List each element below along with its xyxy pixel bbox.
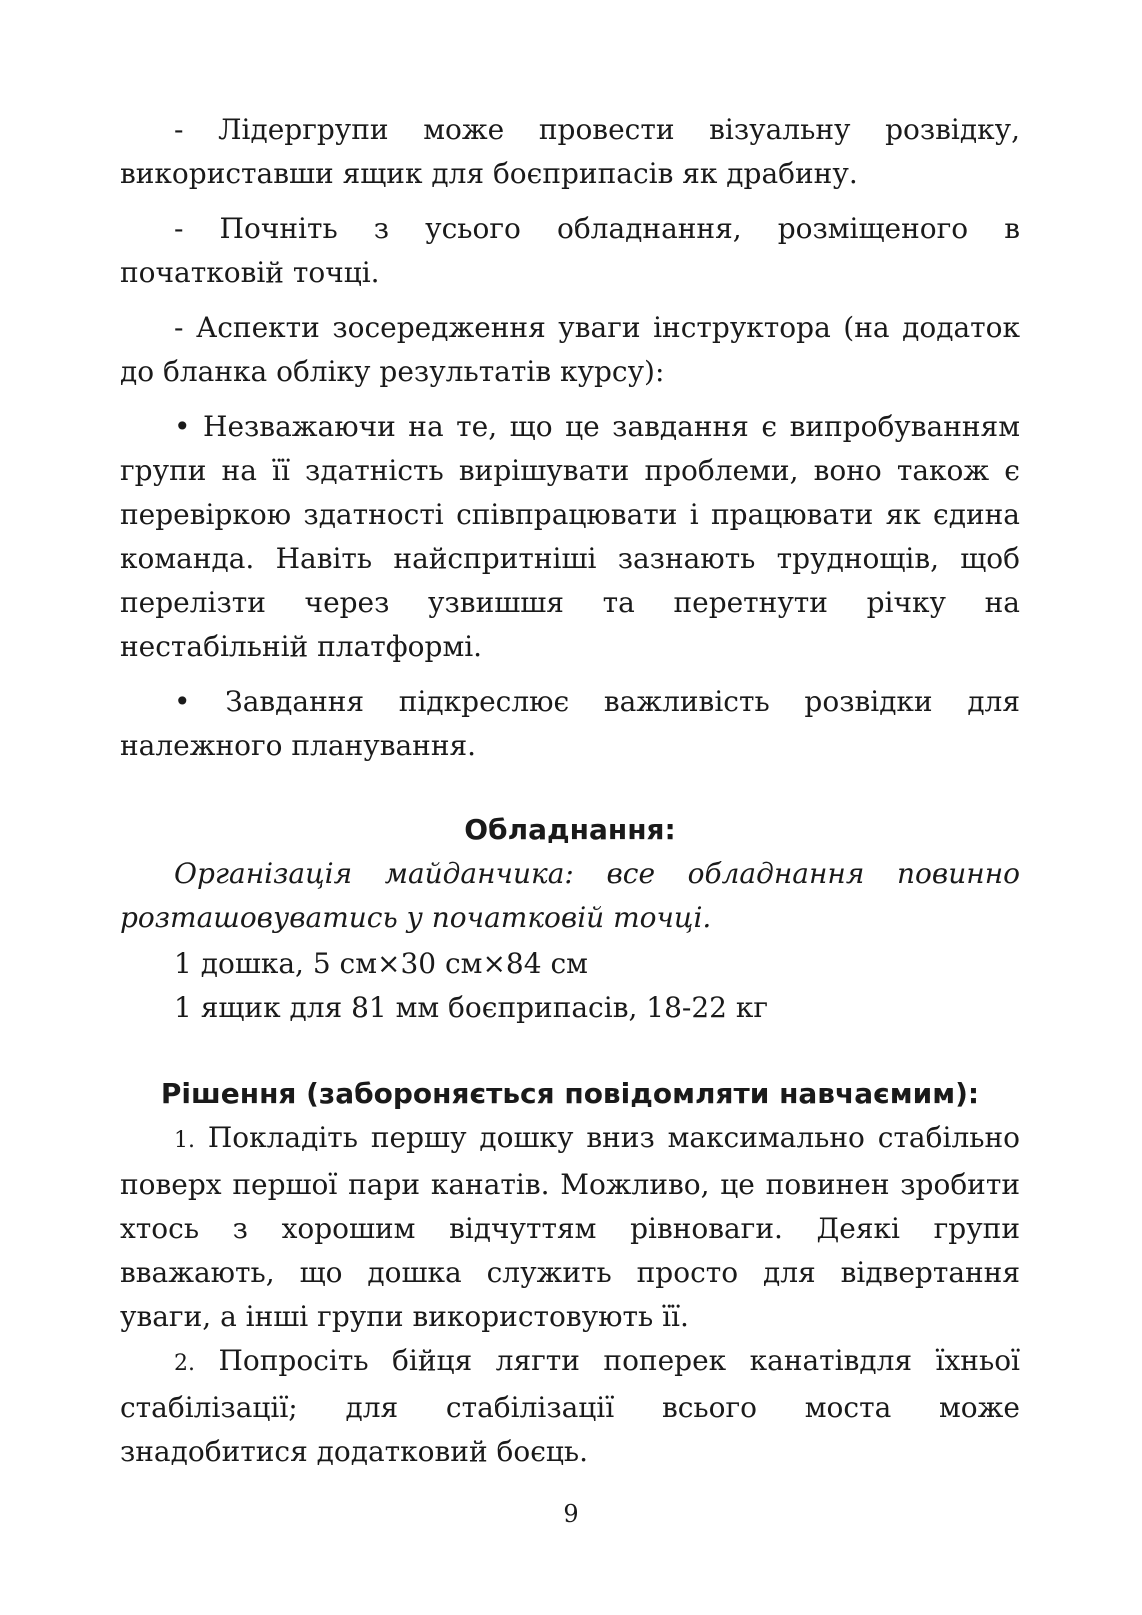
item-2-marker: - xyxy=(174,212,184,245)
item-2 xyxy=(120,207,1020,295)
solution-step-2-number: 2. xyxy=(174,1351,195,1376)
item-5-marker: • xyxy=(174,685,191,718)
equipment-setup: Організація майданчика: все обладнання повинно розташовуватись у початковій точці. xyxy=(120,857,1020,934)
solution-step-2-text: Попросіть бійця лягти поперек канатівдля їхньої стабілізації; для стабілізації всього моста може знадобитися додатковий боєць. xyxy=(120,1344,1021,1468)
equipment-line-1: 1 дошка, 5 см×30 см×84 см xyxy=(174,947,588,980)
item-3-text: Аспекти зосередження уваги інструктора (на додаток до бланка обліку результатів курсу): xyxy=(120,311,1020,388)
item-4-text: Незважаючи на те, що це завдання є випробуванням групи на її здатність вирішувати проблеми, воно також є перевіркою здатності співпрацювати і працювати як єдина команда. Навіть найспритніші зазнають труднощів, щоб перелізти через узвишшя та перетнути річку на нестабільній платформі. xyxy=(120,410,1020,663)
item-3 xyxy=(120,306,1020,394)
item-1 xyxy=(120,108,1020,196)
solution-step-2 xyxy=(120,1339,1020,1474)
item-5-text: Завдання підкреслює важливість розвідки для належного планування. xyxy=(120,685,1021,762)
item-1-marker: - xyxy=(174,113,184,146)
page-content xyxy=(120,108,1020,1474)
equipment-heading: Обладнання: xyxy=(464,813,676,846)
page-number: 9 xyxy=(563,1500,579,1528)
item-4 xyxy=(120,405,1020,669)
solution-step-1-text: Покладіть першу дошку вниз максимально стабільно поверх першої пари канатів. Можливо, це повинен зробити хтось з хорошим відчуттям рівноваги. Деякі групи вважають, що дошка служить просто для відвертання уваги, а інші групи використовують її. xyxy=(120,1121,1020,1333)
item-4-marker: • xyxy=(174,410,191,443)
item-3-marker: - xyxy=(174,311,184,344)
item-5 xyxy=(120,680,1020,768)
item-2-text: Почніть з усього обладнання, розміщеного в початковій точці. xyxy=(120,212,1020,289)
solution-step-1-number: 1. xyxy=(174,1128,195,1153)
solution-step-1 xyxy=(120,1116,1020,1339)
item-1-text: Лідергрупи може провести візуальну розвідку, використавши ящик для боєприпасів як драбину. xyxy=(120,113,1021,190)
solution-heading: Рішення (забороняється повідомляти навчаємим): xyxy=(160,1077,980,1110)
equipment-line-2: 1 ящик для 81 мм боєприпасів, 18-22 кг xyxy=(174,991,769,1024)
